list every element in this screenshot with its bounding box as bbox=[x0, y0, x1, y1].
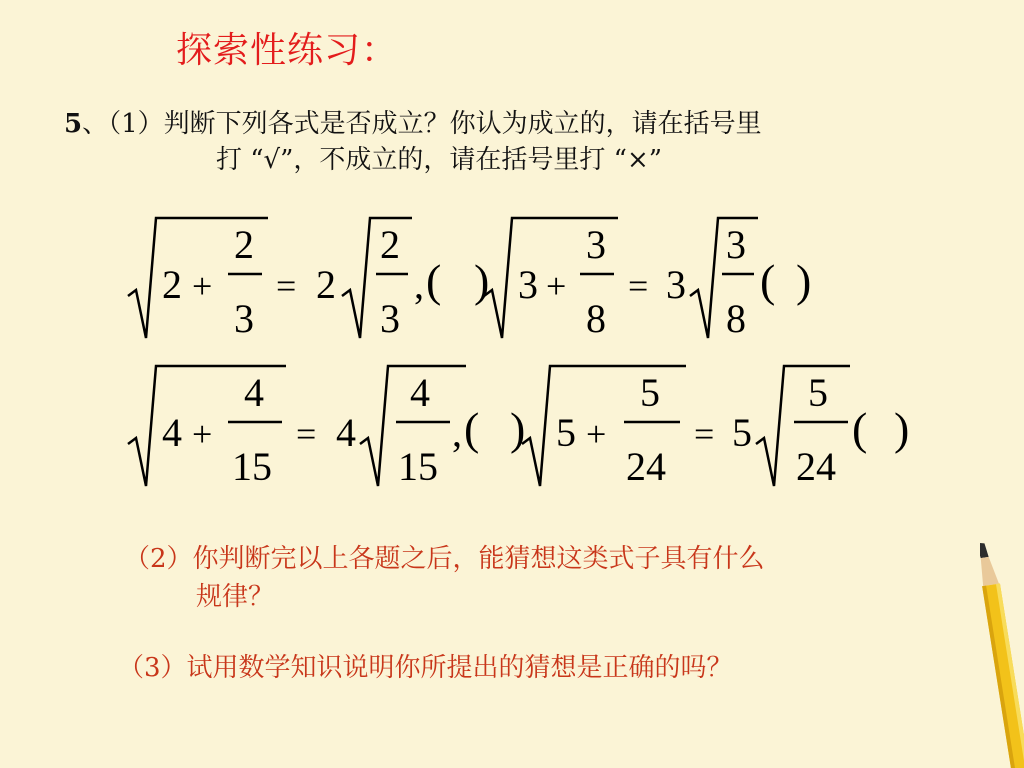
eq-numerator: 2 bbox=[234, 222, 254, 267]
radical-sign bbox=[342, 218, 412, 338]
eq-coefficient: 3 bbox=[666, 262, 686, 307]
eq-equals: = bbox=[276, 266, 297, 306]
eq-integer: 4 bbox=[162, 410, 182, 455]
eq-denominator: 15 bbox=[398, 444, 438, 489]
eq-equals: = bbox=[694, 414, 715, 454]
eq-denominator: 24 bbox=[796, 444, 836, 489]
eq-plus: + bbox=[586, 414, 607, 454]
answer-paren-close: ) bbox=[894, 403, 910, 454]
question-5-line2: 打 “√”，不成立的，请在括号里打 “×” bbox=[216, 145, 663, 175]
equation-row1-left bbox=[128, 218, 489, 341]
eq-plus: + bbox=[192, 266, 213, 306]
eq-denominator: 3 bbox=[380, 296, 400, 341]
eq-coefficient: 4 bbox=[336, 410, 356, 455]
eq-numerator: 3 bbox=[726, 222, 746, 267]
eq-numerator: 5 bbox=[640, 370, 660, 415]
eq-numerator: 5 bbox=[808, 370, 828, 415]
eq-denominator: 3 bbox=[234, 296, 254, 341]
eq-coefficient: 5 bbox=[732, 410, 752, 455]
equation-row2-right bbox=[522, 366, 909, 489]
eq-plus: + bbox=[546, 266, 567, 306]
answer-paren-open: ( bbox=[852, 403, 868, 454]
question-2 bbox=[124, 540, 964, 616]
question-5-line1: 、（1）判断下列各式是否成立？你认为成立的，请在括号里 bbox=[82, 109, 762, 139]
eq-numerator: 4 bbox=[410, 370, 430, 415]
question-5-number: 5 bbox=[64, 109, 83, 139]
question-2-line2: 规律？ bbox=[196, 582, 275, 612]
eq-comma: , bbox=[452, 410, 462, 455]
eq-numerator: 3 bbox=[586, 222, 606, 267]
answer-paren-open: ( bbox=[760, 255, 776, 306]
answer-paren-close: ) bbox=[474, 255, 490, 306]
answer-paren-close: ) bbox=[510, 403, 526, 454]
eq-equals: = bbox=[296, 414, 317, 454]
answer-paren-close: ) bbox=[796, 255, 812, 306]
eq-numerator: 2 bbox=[380, 222, 400, 267]
eq-denominator: 8 bbox=[586, 296, 606, 341]
eq-equals: = bbox=[628, 266, 649, 306]
eq-denominator: 24 bbox=[626, 444, 666, 489]
equation-row2-left bbox=[128, 366, 525, 489]
slide-title: 探索性练习： bbox=[176, 30, 399, 71]
eq-comma: , bbox=[414, 262, 424, 307]
radical-sign bbox=[690, 218, 758, 338]
eq-denominator: 8 bbox=[726, 296, 746, 341]
eq-coefficient: 2 bbox=[316, 262, 336, 307]
eq-plus: + bbox=[192, 414, 213, 454]
eq-integer: 3 bbox=[518, 262, 538, 307]
eq-numerator: 4 bbox=[244, 370, 264, 415]
answer-paren-open: ( bbox=[464, 403, 480, 454]
equation-row1-right bbox=[484, 218, 811, 341]
question-3: （3）试用数学知识说明你所提出的猜想是正确的吗？ bbox=[118, 653, 733, 683]
eq-integer: 2 bbox=[162, 262, 182, 307]
answer-paren-open: ( bbox=[426, 255, 442, 306]
pencil-icon bbox=[980, 540, 1024, 768]
question-2-line1: （2）你判断完以上各题之后，能猜想这类式子具有什么 bbox=[124, 544, 765, 574]
eq-integer: 5 bbox=[556, 410, 576, 455]
eq-denominator: 15 bbox=[232, 444, 272, 489]
